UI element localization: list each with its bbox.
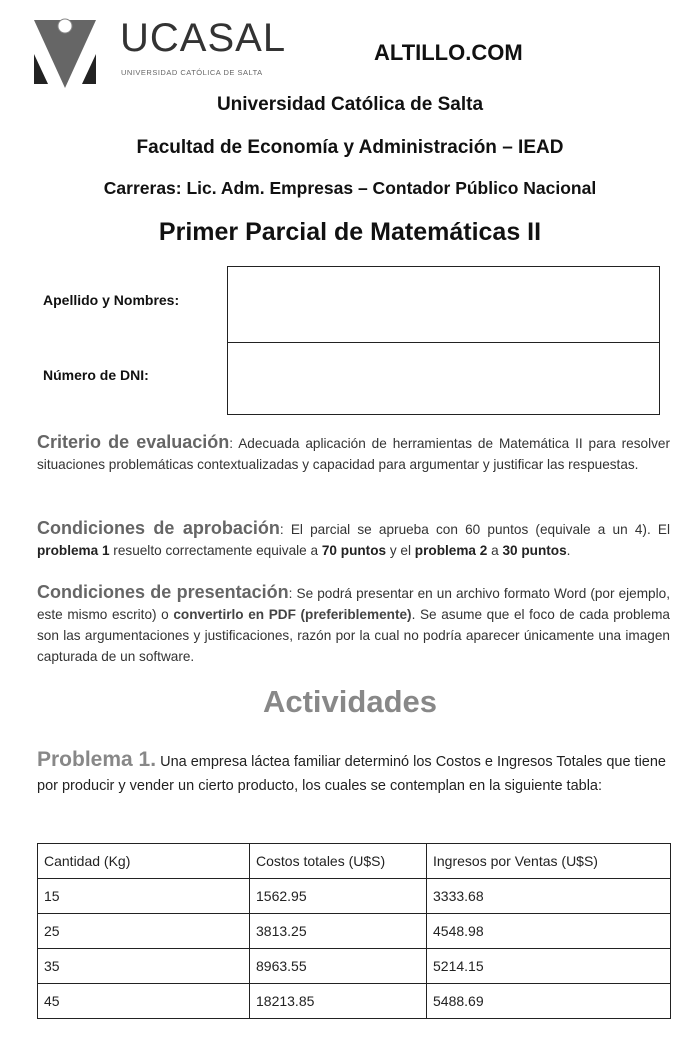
table-cell: 25: [38, 914, 250, 949]
table-cell: 45: [38, 984, 250, 1019]
approval-bold: problema 2: [414, 543, 488, 558]
table-cell: 3813.25: [250, 914, 427, 949]
logo-subtitle: UNIVERSIDAD CATÓLICA DE SALTA: [121, 68, 263, 77]
criteria-heading: Criterio de evaluación: [37, 432, 230, 452]
table-header: Costos totales (U$S): [250, 844, 427, 879]
table-row: [38, 949, 671, 984]
dni-label: Número de DNI:: [43, 367, 149, 383]
approval-bold: 30 puntos: [502, 543, 567, 558]
approval-heading: Condiciones de aprobación: [37, 518, 280, 538]
table-cell: 5488.69: [427, 984, 671, 1019]
table-header: Ingresos por Ventas (U$S): [427, 844, 671, 879]
cost-revenue-table: [37, 843, 671, 1019]
problem-1-heading: Problema 1.: [37, 748, 157, 771]
problem-1: [37, 748, 670, 798]
approval-text: resuelto correctamente equivale a: [109, 543, 322, 558]
table-cell: 15: [38, 879, 250, 914]
approval-text: y el: [386, 543, 415, 558]
table-header: Cantidad (Kg): [38, 844, 250, 879]
name-field[interactable]: [227, 266, 660, 343]
activities-title: Actividades: [262, 684, 437, 719]
approval-text: .: [566, 543, 571, 558]
table-row: [38, 984, 671, 1019]
ucasal-logo: [34, 14, 294, 90]
criteria-text: : Adecuada aplicación de herramientas de Matemática II para resolver situaciones problemáticas contextualizadas y capacidad para argumentar y justificar las respuestas.: [37, 436, 670, 472]
careers-title: Carreras: Lic. Adm. Empresas – Contador Público Nacional: [103, 178, 597, 198]
ucasal-shield-icon: [34, 14, 96, 88]
university-title: Universidad Católica de Salta: [216, 94, 484, 115]
table-cell: 1562.95: [250, 879, 427, 914]
watermark: ALTILLO.COM: [374, 40, 523, 65]
table-cell: 8963.55: [250, 949, 427, 984]
evaluation-criteria: [37, 432, 670, 475]
presentation-heading: Condiciones de presentación: [37, 582, 289, 602]
logo-name: UCASAL: [120, 16, 287, 60]
faculty-title: Facultad de Economía y Administración – IEAD: [136, 137, 564, 158]
table-row: [38, 879, 671, 914]
name-label: Apellido y Nombres:: [43, 292, 180, 308]
table-cell: 18213.85: [250, 984, 427, 1019]
problem-1-text: Una empresa láctea familiar determinó los Costos e Ingresos Totales que tiene por producir y vender un cierto producto, los cuales se contemplan en la siguiente tabla:: [37, 754, 666, 794]
approval-bold: 70 puntos: [321, 543, 387, 558]
exam-title: Primer Parcial de Matemáticas II: [158, 218, 542, 246]
approval-text: a: [487, 543, 503, 558]
approval-bold: problema 1: [37, 543, 110, 558]
presentation-conditions: [37, 582, 670, 667]
table-cell: 3333.68: [427, 879, 671, 914]
table-cell: 5214.15: [427, 949, 671, 984]
presentation-bold: convertirlo en PDF (preferiblemente): [173, 607, 412, 622]
table-cell: 35: [38, 949, 250, 984]
table-row: [38, 914, 671, 949]
presentation-text: : Se podrá presentar en un archivo formato Word (por ejemplo, este mismo escrito) o: [37, 586, 670, 622]
table-cell: 4548.98: [427, 914, 671, 949]
table-header-row: [38, 844, 671, 879]
dni-field[interactable]: [227, 341, 660, 415]
approval-conditions: [37, 518, 670, 561]
approval-text: : El parcial se aprueba con 60 puntos (equivale a un 4). El: [279, 522, 671, 537]
presentation-text: . Se asume que el foco de cada problema son las argumentaciones y justificaciones, razón por la cual no podría aparecer únicamente una imagen capturada de un software.: [37, 607, 670, 664]
